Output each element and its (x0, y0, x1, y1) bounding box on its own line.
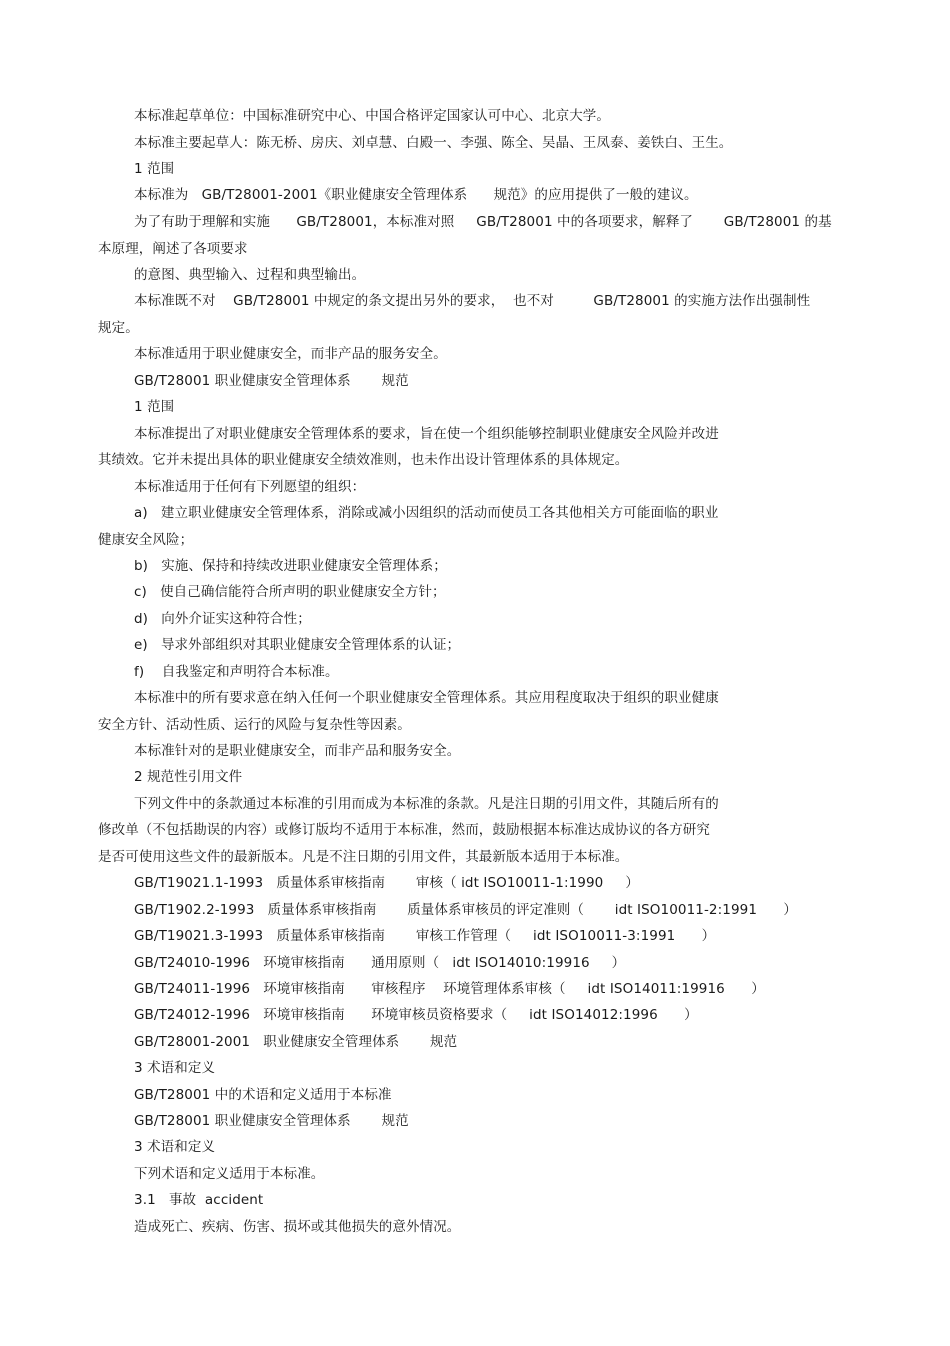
reference-item: GB/T1902.2-1993 质量体系审核指南 质量体系审核员的评定准则（ idt ISO10011-2:1991 ） (134, 902, 797, 918)
standard-title-line: GB/T28001 职业健康安全管理体系 规范 (134, 373, 409, 389)
list-item: b) 实施、保持和持续改进职业健康安全管理体系； (134, 558, 447, 574)
section-heading-terms: 3 术语和定义 (134, 1060, 216, 1076)
reference-item: GB/T19021.3-1993 质量体系审核指南 审核工作管理（ idt ISO10011-3:1991 ） (134, 928, 716, 944)
paragraph-line: 本标准为 GB/T28001-2001《职业健康安全管理体系 规范》的应用提供了一般的建议。 (134, 187, 698, 203)
paragraph-line: 安全方针、活动性质、运行的风险与复杂性等因素。 (98, 717, 411, 733)
section-heading-scope: 1 范围 (134, 161, 175, 177)
section-heading-terms: 3 术语和定义 (134, 1139, 216, 1155)
paragraph-line: 下列术语和定义适用于本标准。 (134, 1166, 325, 1182)
paragraph-line: GB/T28001 中的术语和定义适用于本标准 (134, 1087, 392, 1103)
list-item: a) 建立职业健康安全管理体系，消除或减小因组织的活动而使员工各其他相关方可能面临的职业 (134, 505, 719, 521)
paragraph-line: 本标准适用于任何有下列愿望的组织： (134, 479, 366, 495)
paragraph-line: 本标准适用于职业健康安全，而非产品的服务安全。 (134, 346, 447, 362)
paragraph-line: 其绩效。它并未提出具体的职业健康安全绩效准则，也未作出设计管理体系的具体规定。 (98, 452, 629, 468)
reference-item: GB/T24011-1996 环境审核指南 审核程序 环境管理体系审核（ idt ISO14011:19916 ） (134, 981, 765, 997)
section-heading-scope: 1 范围 (134, 399, 175, 415)
paragraph-line: 的意图、典型输入、过程和典型输出。 (134, 267, 366, 283)
paragraph-line: 本标准提出了对职业健康安全管理体系的要求，旨在使一个组织能够控制职业健康安全风险并改进 (134, 426, 719, 442)
drafters-line: 本标准主要起草人：陈无桥、房庆、刘卓慧、白殿一、李强、陈全、吴晶、王凤泰、姜铁白、王生。 (134, 135, 733, 151)
list-item: f) 自我鉴定和声明符合本标准。 (134, 664, 339, 680)
paragraph-line: 下列文件中的条款通过本标准的引用而成为本标准的条款。凡是注日期的引用文件，其随后所有的 (134, 796, 719, 812)
list-item: 健康安全风险； (98, 532, 194, 548)
paragraph-line: 本标准中的所有要求意在纳入任何一个职业健康安全管理体系。其应用程度取决于组织的职业健康 (134, 690, 719, 706)
paragraph-line: 本原理，阐述了各项要求 (98, 241, 248, 257)
reference-item: GB/T24012-1996 环境审核指南 环境审核员资格要求（ idt ISO14012:1996 ） (134, 1007, 698, 1023)
reference-item: GB/T28001-2001 职业健康安全管理体系 规范 (134, 1034, 458, 1050)
paragraph-line: 是否可使用这些文件的最新版本。凡是不注日期的引用文件，其最新版本适用于本标准。 (98, 849, 629, 865)
paragraph-line: 修改单（不包括勘误的内容）或修订版均不适用于本标准，然而，鼓励根据本标准达成协议的各方研究 (98, 822, 710, 838)
list-item: c) 使自己确信能符合所声明的职业健康安全方针； (134, 584, 446, 600)
section-heading-references: 2 规范性引用文件 (134, 769, 243, 785)
list-item: e) 导求外部组织对其职业健康安全管理体系的认证； (134, 637, 461, 653)
standard-title-line: GB/T28001 职业健康安全管理体系 规范 (134, 1113, 409, 1129)
reference-item: GB/T19021.1-1993 质量体系审核指南 审核（ idt ISO10011-1:1990 ） (134, 875, 639, 891)
paragraph-line: 规定。 (98, 320, 139, 336)
term-definition: 造成死亡、疾病、伤害、损坏或其他损失的意外情况。 (134, 1219, 461, 1235)
paragraph-line: 为了有助于理解和实施 GB/T28001，本标准对照 GB/T28001 中的各项要求，解释了 GB/T28001 的基 (134, 214, 832, 230)
term-heading: 3.1 事故 accident (134, 1192, 264, 1208)
paragraph-line: 本标准既不对 GB/T28001 中规定的条文提出另外的要求， 也不对 GB/T28001 的实施方法作出强制性 (134, 293, 811, 309)
list-item: d) 向外介证实这种符合性； (134, 611, 311, 627)
drafting-units-line: 本标准起草单位：中国标准研究中心、中国合格评定国家认可中心、北京大学。 (134, 108, 610, 124)
reference-item: GB/T24010-1996 环境审核指南 通用原则（ idt ISO14010:19916 ） (134, 955, 626, 971)
paragraph-line: 本标准针对的是职业健康安全，而非产品和服务安全。 (134, 743, 461, 759)
